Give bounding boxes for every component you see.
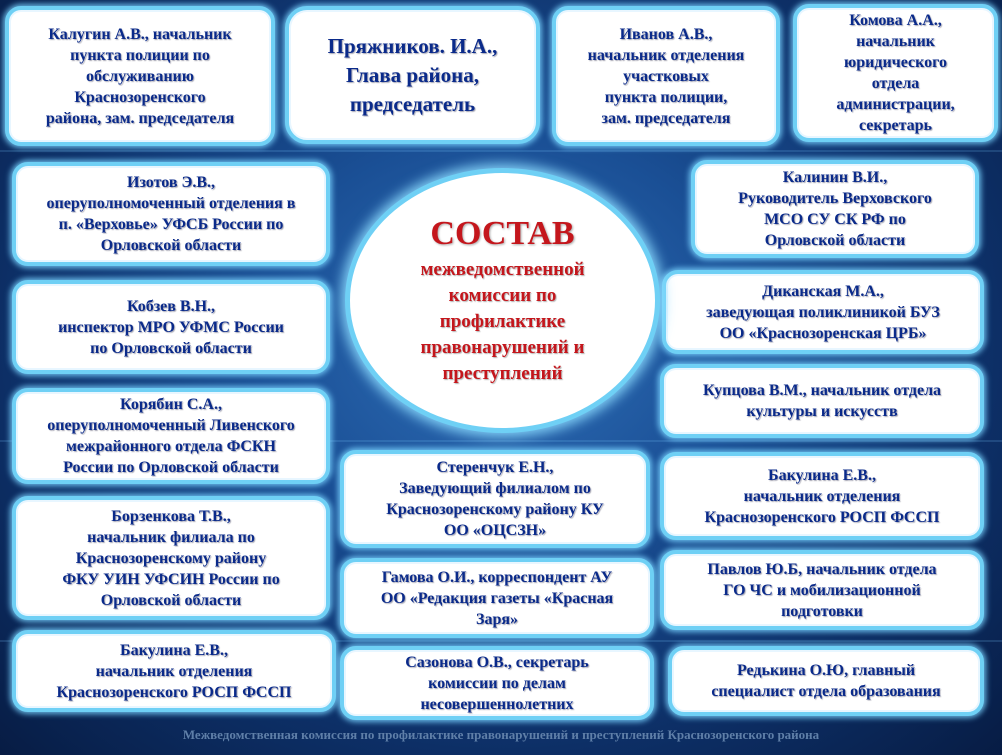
member-card-kalinin: Калинин В.И., Руководитель Верховского МСО СУ СК РФ по Орловской области xyxy=(691,160,979,258)
member-card-ivanov: Иванов А.В., начальник отделения участковых пункта полиции, зам. председателя xyxy=(552,6,780,146)
member-card-izotov: Изотов Э.В., оперуполномоченный отделения в п. «Верховье» УФСБ России по Орловской области xyxy=(12,162,330,266)
commission-subtitle: межведомственной комиссии по профилактике правонарушений и преступлений xyxy=(420,258,585,384)
member-card-bakulina-right: Бакулина Е.В., начальник отделения Краснозоренского РОСП ФССП xyxy=(660,452,984,540)
member-card-sterenchuk: Стеренчук Е.Н., Заведующий филиалом по Краснозоренскому району КУ ОО «ОЦСЗН» xyxy=(340,450,650,548)
member-card-dikanskaya: Диканская М.А., заведующая поликлиникой БУЗ ОО «Краснозоренская ЦРБ» xyxy=(662,270,984,354)
member-card-kuptsova: Купцова В.М., начальник отдела культуры и искусств xyxy=(660,364,984,438)
center-title-circle xyxy=(345,168,660,433)
member-card-koryabin: Корябин С.А., оперуполномоченный Ливенского межрайонного отдела ФСКН России по Орловской области xyxy=(12,388,330,484)
member-card-kalugin: Калугин А.В., начальник пункта полиции по обслуживанию Краснозоренского района, зам. председателя xyxy=(5,6,275,146)
member-card-kobzev: Кобзев В.Н., инспектор МРО УФМС России по Орловской области xyxy=(12,280,330,374)
member-card-pavlov: Павлов Ю.Б, начальник отдела ГО ЧС и мобилизационной подготовки xyxy=(660,550,984,630)
member-card-borzenkova: Борзенкова Т.В., начальник филиала по Краснозоренскому району ФКУ УИН УФСИН России по Орловской области xyxy=(12,496,330,620)
member-card-gamova: Гамова О.И., корреспондент АУ ОО «Редакция газеты «Красная Заря» xyxy=(340,558,654,638)
member-card-bakulina-left: Бакулина Е.В., начальник отделения Краснозоренского РОСП ФССП xyxy=(12,630,336,712)
footer-caption: Межведомственная комиссия по профилактике правонарушений и преступлений Краснозоренского района xyxy=(182,727,820,742)
member-card-komova: Комова А.А., начальник юридического отдела администрации, секретарь xyxy=(793,4,998,142)
commission-title: СОСТАВ xyxy=(430,214,575,252)
member-card-sazonova: Сазонова О.В., секретарь комиссии по делам несовершеннолетних xyxy=(340,646,654,720)
member-card-pryazhnikov: Пряжников. И.А., Глава района, председатель xyxy=(285,6,540,144)
member-card-redkina: Редькина О.Ю, главный специалист отдела образования xyxy=(668,646,984,716)
